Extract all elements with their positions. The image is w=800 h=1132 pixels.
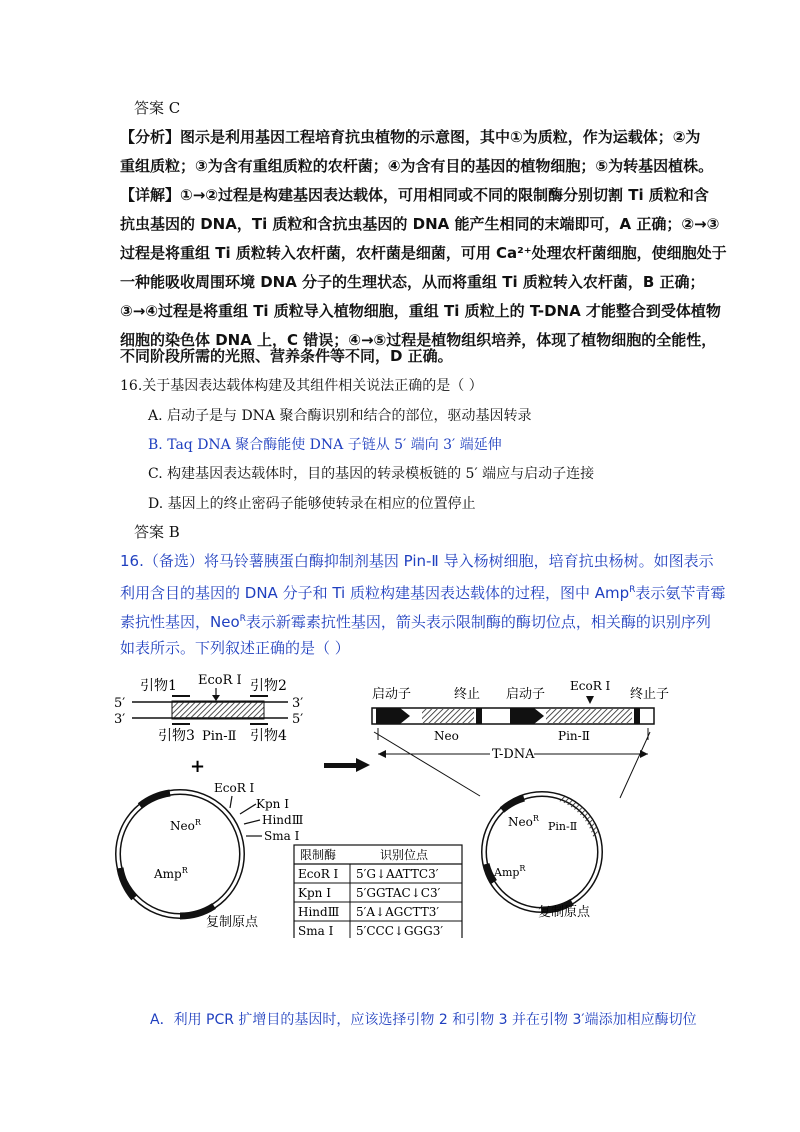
detail-line-5: ③→④过程是将重组 Ti 质粒导入植物细胞，重组 Ti 质粒上的 T-DNA 才能整合到受体植物 [120, 302, 721, 320]
promoter-label-2: 启动子 [506, 687, 546, 702]
q16-option-d: D. 基因上的终止密码子能够使转录在相应的位置停止 [148, 496, 476, 512]
ecori-label-plasmid: EcoR Ⅰ [214, 781, 255, 795]
table-row-1-site: 5′GGTAC↓C3′ [356, 886, 441, 900]
analysis-text: 图示是利用基因工程培育抗虫植物的示意图，其中①为质粒，作为运载体；②为 [180, 128, 701, 146]
promoter-label-1: 启动子 [372, 687, 412, 702]
q16b-line-3: 素抗性基因，Neo$^R$表示新霉素抗性基因，箭头表示限制酶的酶切位点，相关酶的识别序列 [120, 613, 711, 631]
table-row-2-enzyme: HindⅢ [298, 905, 340, 919]
ecori-label-tdna: EcoR Ⅰ [570, 679, 611, 693]
t-dna-map [372, 679, 669, 798]
answer-c: 答案 C [134, 99, 181, 117]
q16-answer: 答案 B [134, 523, 180, 541]
neo-r-label-left: Neo$^R$ [170, 818, 201, 833]
table-header-site: 识别位点 [380, 848, 429, 862]
gene-vector-diagram [110, 668, 690, 938]
q16b-line-4: 如表所示。下列叙述正确的是（ ） [120, 639, 350, 657]
detail-line-2: 抗虫基因的 DNA，Ti 质粒和含抗虫基因的 DNA 能产生相同的末端即可，A 正确；②→③ [120, 215, 720, 233]
recombinant-plasmid [484, 794, 600, 920]
table-row-2-site: 5′A↓AGCTT3′ [356, 905, 440, 919]
q16b-line-1: 16.（备选）将马铃薯胰蛋白酶抑制剂基因 Pin-Ⅱ 导入杨树细胞，培育抗虫杨树。如图表示 [120, 552, 714, 570]
plus-sign: + [190, 756, 206, 777]
primer-4-label: 引物4 [250, 728, 287, 744]
dna-fragment [114, 673, 303, 744]
table-row-3-site: 5′CCC↓GGG3′ [356, 924, 444, 938]
primer-1-label: 引物1 [140, 678, 177, 694]
pin-ii-label: Pin-Ⅱ [202, 729, 237, 744]
ti-plasmid [118, 781, 303, 930]
detail-line-1 [120, 185, 709, 205]
terminator-label-2: 终止子 [630, 687, 670, 702]
label-5prime-bottom: 5′ [292, 712, 304, 727]
table-row-3-enzyme: Sma Ⅰ [298, 924, 334, 938]
detail-label: 【详解】 [120, 186, 181, 204]
label-5prime-top: 5′ [114, 696, 126, 711]
detail-text-0: ①→②过程是构建基因表达载体，可用相同或不同的限制酶分别切割 Ti 质粒和含 [180, 186, 709, 204]
process-arrow [324, 758, 370, 772]
pin-ii-gene [172, 701, 264, 719]
table-row-0-enzyme: EcoR Ⅰ [298, 867, 339, 881]
analysis-line-2: 重组质粒；③为含有重组质粒的农杆菌；④为含有目的基因的植物细胞；⑤为转基因植株。 [120, 157, 714, 175]
q16b-line-2: 利用含目的基因的 DNA 分子和 Ti 质粒构建基因表达载体的过程，图中 Amp$^R$表示氨苄青霉 [120, 584, 726, 602]
analysis-label: 【分析】 [120, 128, 181, 146]
amp-r-label-left: Amp$^R$ [154, 866, 188, 881]
enzyme-table [294, 845, 462, 938]
primer-2-label: 引物2 [250, 678, 287, 694]
ecori-label-fragment: EcoR Ⅰ [198, 673, 242, 688]
label-3prime-top: 3′ [292, 696, 304, 711]
tdna-label: T-DNA [492, 747, 535, 762]
pin-ii-label-tdna: Pin-Ⅱ [558, 729, 590, 743]
q16-option-b: B. Taq DNA 聚合酶能使 DNA 子链从 5′ 端向 3′ 端延伸 [148, 437, 502, 453]
ori-label-left: 复制原点 [206, 915, 259, 930]
q16-title: 16.关于基因表达载体构建及其组件相关说法正确的是（ ） [120, 378, 483, 394]
detail-line-3: 过程是将重组 Ti 质粒转入农杆菌，农杆菌是细菌，可用 Ca²⁺处理农杆菌细胞，使细胞处于 [120, 244, 727, 262]
neo-r-label-right: Neo$^R$ [508, 814, 539, 829]
q16-option-a: A. 启动子是与 DNA 聚合酶识别和结合的部位，驱动基因转录 [148, 408, 532, 424]
amp-r-label-right: Amp$^R$ [494, 864, 526, 879]
table-row-1-enzyme: Kpn Ⅰ [298, 886, 331, 900]
label-3prime-bottom: 3′ [114, 712, 126, 727]
kpni-label: Kpn Ⅰ [256, 797, 289, 811]
q16-option-c: C. 构建基因表达载体时，目的基因的转录模板链的 5′ 端应与启动子连接 [148, 466, 595, 482]
smai-label: Sma Ⅰ [264, 829, 300, 843]
detail-line-4: 一种能吸收周围环境 DNA 分子的生理状态，从而将重组 Ti 质粒转入农杆菌，B 正确； [120, 273, 705, 291]
table-header-enzyme: 限制酶 [300, 848, 337, 862]
analysis-line-1 [120, 127, 700, 147]
pin-ii-label-right: Pin-Ⅱ [548, 820, 578, 833]
hindiii-label: HindⅢ [262, 813, 304, 827]
table-row-0-site: 5′G↓AATTC3′ [356, 867, 439, 881]
detail-line-6: 细胞的染色体 DNA 上，C 错误；④→⑤过程是植物组织培养，体现了植物细胞的全能性， [120, 331, 717, 349]
ori-label-right: 复制原点 [538, 905, 591, 920]
neo-label-tdna: Neo [434, 729, 459, 743]
detail-line-7: 不同阶段所需的光照、营养条件等不同，D 正确。 [120, 347, 453, 365]
q16b-option-a: A．利用 PCR 扩增目的基因时，应该选择引物 2 和引物 3 并在引物 3′端添加相应酶切位 [150, 1012, 697, 1028]
terminator-label-1: 终止 [454, 687, 481, 702]
primer-3-label: 引物3 [158, 728, 195, 744]
